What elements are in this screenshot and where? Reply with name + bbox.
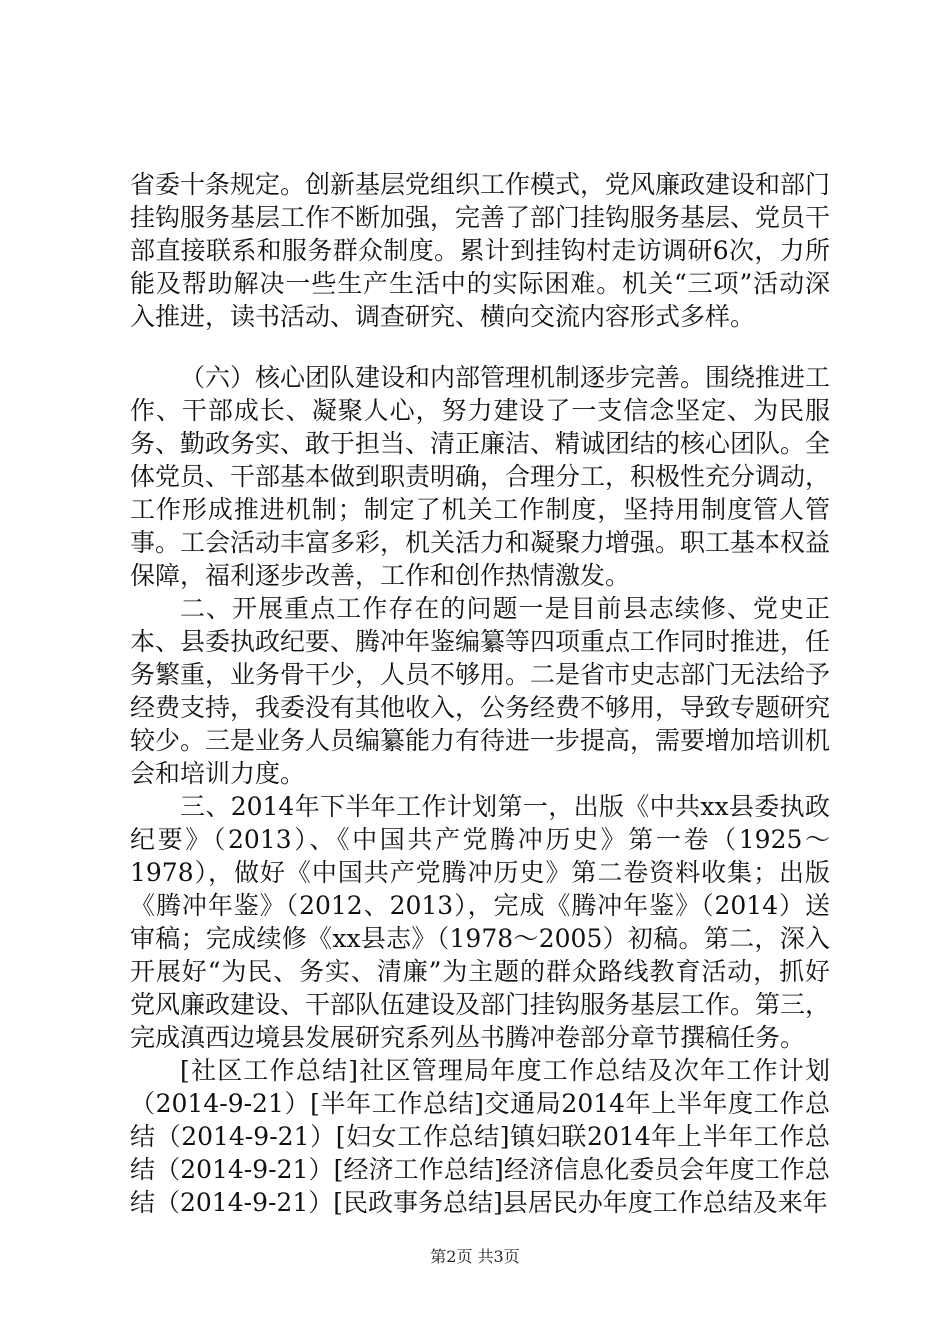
paragraph-work-plan: 三、2014年下半年工作计划第一，出版《中共xx县委执政纪要》（2013）、《中国共产党腾冲历史》第一卷（1925～1978），做好《中国共产党腾冲历史》第二卷资料收集；出版《腾冲年鉴》（2012、2013），完成《腾冲年鉴》（2014）送审稿；完成续修《xx县志》（1978～2005）初稿。第二，深入开展好“为民、务实、清廉”为主题的群众路线教育活动，抓好党风廉政建设、干部队伍建设及部门挂钩服务基层工作。第三，完成滇西边境县发展研究系列丛书腾冲卷部分章节撰稿任务。 [130,792,831,1052]
paragraph-party-building: 省委十条规定。创新基层党组织工作模式，党风廉政建设和部门挂钩服务基层工作不断加强，完善了部门挂钩服务基层、党员干部直接联系和服务群众制度。累计到挂钩村走访调研6次，力所能及帮助解决一些生产生活中的实际困难。机关“三项”活动深入推进，读书活动、调查研究、横向交流内容形式多样。 [130,170,831,331]
document-body [130,168,830,1219]
paragraph-problems: 二、开展重点工作存在的问题一是目前县志续修、党史正本、县委执政纪要、腾冲年鉴编纂等四项重点工作同时推进，任务繁重，业务骨干少，人员不够用。二是省市史志部门无法给予经费支持，我委没有其他收入，公务经费不够用，导致专题研究较少。三是业务人员编纂能力有待进一步提高，需要增加培训机会和培训力度。 [130,594,831,788]
paragraph-related-links: [社区工作总结]社区管理局年度工作总结及次年工作计划（2014-9-21）[半年工作总结]交通局2014年上半年度工作总结（2014-9-21）[妇女工作总结]镇妇联2014年上半年工作总结（2014-9-21）[经济工作总结]经济信息化委员会年度工作总结（2014-9-21）[民政事务总结]县居民办年度工作总结及来年 [130,1056,830,1217]
page-number-footer: 第2页 共3页 [430,1247,520,1266]
paragraph-core-team: （六）核心团队建设和内部管理机制逐步完善。围绕推进工作、干部成长、凝聚人心，努力建设了一支信念坚定、为民服务、勤政务实、敢于担当、清正廉洁、精诚团结的核心团队。全体党员、干部基本做到职责明确，合理分工，积极性充分调动，工作形成推进机制；制定了机关工作制度，坚持用制度管人管事。工会活动丰富多彩，机关活力和凝聚力增强。职工基本权益保障，福利逐步改善，工作和创作热情激发。 [130,363,831,590]
